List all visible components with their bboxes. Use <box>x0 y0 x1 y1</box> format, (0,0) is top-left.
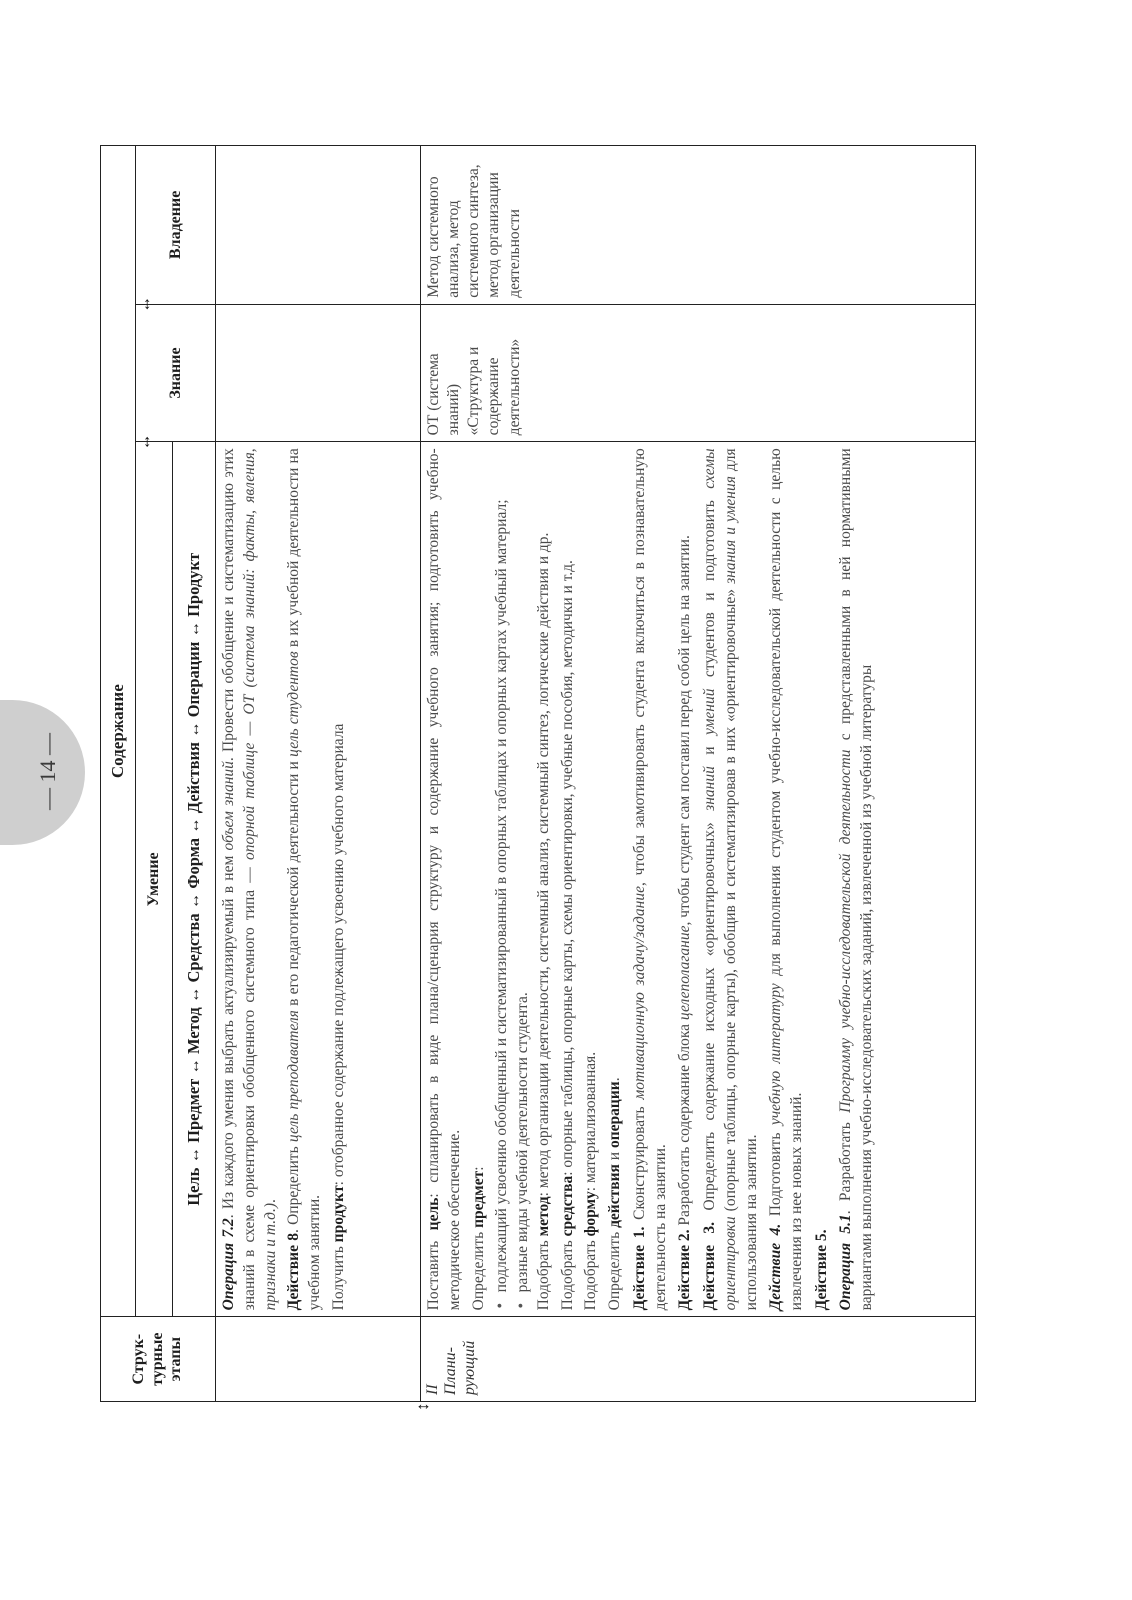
bullet-item: ● разные виды учебной деятельности студента. <box>513 448 534 1310</box>
action-4: Действие 4. Подготовить учебную литературу для выполнения студентом учебно-исследовательской деятельности с целью извлечения из нее новых знаний. <box>767 448 806 1311</box>
operations-line: Определить действия и операции. <box>606 1077 624 1311</box>
vertical-double-arrow-icon: ↕ <box>413 1402 432 1411</box>
header-content: Содержание <box>101 146 136 1317</box>
action-1: Действие 1. Сконструировать мотивационную задачу/задание, чтобы замотивировать студента включиться в познавательную деятельность на занятии. <box>630 448 669 1311</box>
header-knowledge-label: Знание <box>166 347 184 399</box>
bullet-item: ● подлежащий усвоению обобщенный и систематизированный в опорных таблицах и опорных картах учебный материал; <box>492 448 513 1310</box>
mastery-cell: Метод системного анализа, метод системного синтеза, метод организации деятельности <box>421 146 976 305</box>
header-mastery: Владение <box>136 146 216 305</box>
knowledge-cell-empty <box>216 304 421 442</box>
double-arrow-icon: ↔ <box>135 433 154 451</box>
action-5: Действие 5. <box>813 1229 831 1311</box>
skill-cell <box>421 442 976 1317</box>
header-chain: Цель ↔ Предмет ↔ Метод ↔ Средства ↔ Форма ↔ Действия ↔ Операции ↔ Продукт <box>173 442 216 1317</box>
header-stages: Струк-турные этапы <box>101 1317 216 1402</box>
stage-cell-empty <box>216 1317 432 1411</box>
mastery-cell-empty <box>216 146 421 305</box>
form-line: Подобрать форму: материализованная. <box>582 1051 600 1311</box>
skill-cell <box>216 442 421 1317</box>
double-arrow-icon: ↔ <box>135 295 154 313</box>
table-row <box>421 146 976 1402</box>
stage-cell <box>421 1317 976 1402</box>
page-number: — 14 — <box>35 733 60 811</box>
action-8: Действие 8. Определить цель преподавателя в его педагогической деятельности и цель студентов в их учебной деятельности на учебном занятии. <box>285 448 324 1311</box>
operation-5-1: Операция 5.1. Разработать Программу учебно-исследовательской деятельности с представленными в ней нормативными вариантами выполнения учебно-исследовательских заданий, извлеченной из учебной литературы <box>836 448 875 1311</box>
stage-number: II <box>424 1384 441 1395</box>
subject-line: Определить предмет: <box>469 1166 487 1311</box>
header-skill <box>135 433 173 1317</box>
content-table <box>100 145 976 1411</box>
product-line: Получить продукт: отобранное содержание подлежащего усвоению учебного материала <box>329 723 347 1311</box>
header-skill-label: Умение <box>145 852 163 907</box>
header-knowledge <box>135 295 216 442</box>
action-3: Действие 3. Определить содержание исходных «ориентировочных» знаний и умений студентов и подготовить схемы ориентировки (опорные таблицы, опорные карты), обобщив и систематизировав в них «ориентировочные» знания и умения для использования на занятии. <box>701 448 760 1311</box>
knowledge-cell: ОТ (система знаний) «Структура и содержание деятельности» <box>421 304 976 442</box>
goal-line: Поставить цель: спланировать в виде плана/сценария структуру и содержание учебного занятия; подготовить учебно-методическое обеспечение. <box>425 448 463 1311</box>
action-2: Действие 2. Разработать содержание блока целеполагание, чтобы студент сам поставил перед собой цель на занятии. <box>676 535 694 1311</box>
stage-name: Плани-рующий <box>442 1340 478 1395</box>
operation-7-2: Операция 7.2. Из каждого умения выбрать актуализируемый в нем объем знаний. Провести обобщение и систематизацию этих знаний в схеме ориентировки обобщенного системного типа — опорной таблице — ОТ (система знаний: факты, явления, признаки и т.д.). <box>220 448 279 1311</box>
table-row <box>216 146 421 1402</box>
means-line: Подобрать средства: опорные таблицы, опорные карты, схемы ориентировки, учебные пособия, методички и т.д. <box>558 560 576 1311</box>
rotated-table-sheet <box>100 145 976 1411</box>
method-line: Подобрать метод: метод организации деятельности, системный анализ, системный синтез, логические действия и др. <box>534 532 552 1311</box>
